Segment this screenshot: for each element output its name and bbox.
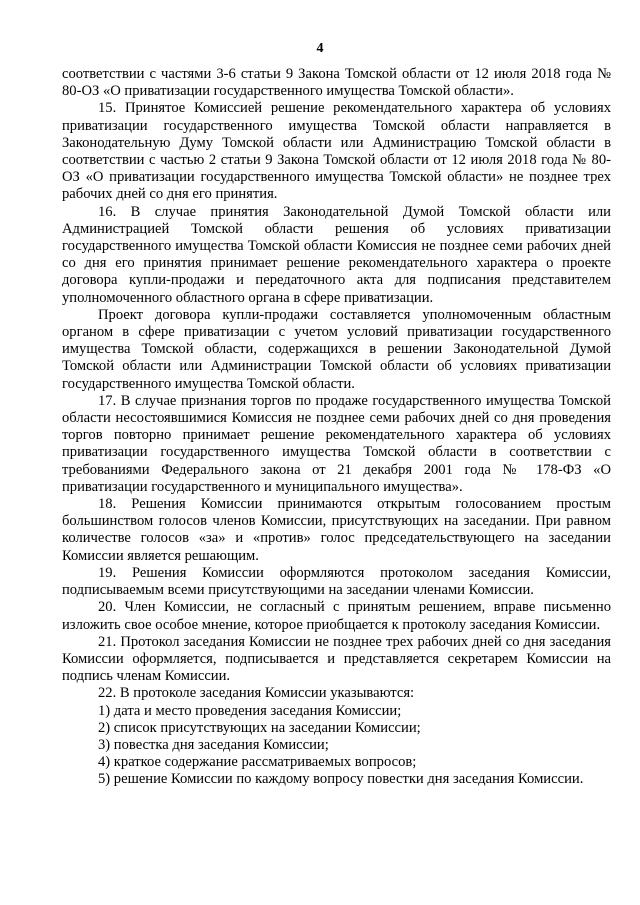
list-item: 4) краткое содержание рассматриваемых вопросов; (98, 754, 417, 771)
paragraph-17: 17. В случае признания торгов по продаже государственного имущества Томской области несостоявшимися Комиссия не позднее семи рабочих дней со дня проведения торгов повторно принимает решение рекомендательного характера об условиях приватизации государственного имущества Томской области в соответствии с требованиями Федерального закона от 21 декабря 2001 года № 178-ФЗ «О приватизации государственного и муниципального имущества». (62, 392, 611, 495)
page-number: 4 (316, 41, 324, 56)
paragraph-20: 20. Член Комиссии, не согласный с принятым решением, вправе письменно изложить свое особое мнение, которое приобщается к протоколу заседания Комиссии. (62, 599, 611, 633)
paragraph-21: 21. Протокол заседания Комиссии не позднее трех рабочих дней со дня заседания Комиссии оформляется, подписывается и представляется секретарем Комиссии на подпись членам Комиссии. (62, 633, 611, 685)
list-item: 2) список присутствующих на заседании Комиссии; (98, 719, 421, 736)
paragraph-18: 18. Решения Комиссии принимаются открытым голосованием простым большинством голосов членов Комиссии, присутствующих на заседании. При равном количестве голосов «за» и «против» голос председательствующего на заседании Комиссии является решающим. (62, 496, 611, 564)
paragraph-continuation: соответствии с частями 3-6 статьи 9 Закона Томской области от 12 июля 2018 года № 80-ОЗ «О приватизации государственного имущества Томской области». (62, 66, 611, 100)
paragraph-16-contract-draft: Проект договора купли-продажи составляется уполномоченным областным органом в сфере приватизации с учетом условий приватизации государственного имущества Томской области, содержащихся в решении Законодательной Думой Томской области или Администрации Томской области об условиях приватизации государственного имущества Томской области. (62, 306, 611, 392)
list-item: 1) дата и место проведения заседания Комиссии; (98, 702, 402, 719)
paragraph-15: 15. Принятое Комиссией решение рекомендательного характера об условиях приватизации государственного имущества Томской области направляется в Законодательную Думу Томской области или Администрацию Томской области в соответствии с частью 2 статьи 9 Закона Томской области от 12 июля 2018 года № 80-ОЗ «О приватизации государственного имущества Томской области» не позднее трех рабочих дней со дня его принятия. (62, 100, 611, 203)
document-body (62, 66, 611, 789)
paragraph-22: 22. В протоколе заседания Комиссии указываются: (98, 685, 415, 702)
paragraph-16: 16. В случае принятия Законодательной Думой Томской области или Администрацией Томской области решения об условиях приватизации государственного имущества Томской области Комиссия не позднее семи рабочих дней со дня его принятия принимает решение рекомендательного характера о проекте договора купли-продажи и передаточного акта для подписания представителем уполномоченного областного органа в сфере приватизации. (62, 203, 611, 306)
list-item: 5) решение Комиссии по каждому вопросу повестки дня заседания Комиссии. (98, 771, 584, 788)
list-item: 3) повестка дня заседания Комиссии; (98, 736, 329, 753)
paragraph-19: 19. Решения Комиссии оформляются протоколом заседания Комиссии, подписываемым всеми присутствующими на заседании членами Комиссии. (62, 564, 611, 599)
